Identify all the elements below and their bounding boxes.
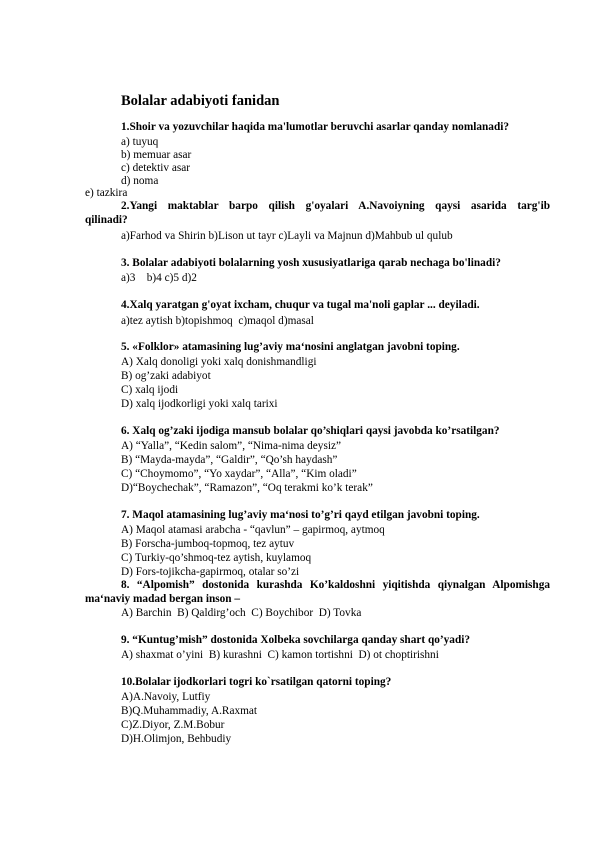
q8-options: A) Barchin B) Qaldirg’och C) Boychibor D) Tovka <box>121 607 362 619</box>
document-title: Bolalar adabiyoti fanidan <box>121 93 280 109</box>
question-3: 3. Bolalar adabiyoti bolalarning yosh xususiyatlariga qarab nechaga bo'linadi? <box>121 257 501 269</box>
q5-option-d: D) xalq ijodkorligi yoki xalq tarixi <box>121 398 278 410</box>
question-2-line-2: qilinadi? <box>85 214 128 226</box>
q6-option-c: C) “Choymomo”, “Yo xaydar”, “Alla”, “Kim oladi” <box>121 468 357 480</box>
question-5: 5. «Folklor» atamasining lug’aviy ma‘nosini anglatgan javobni toping. <box>121 341 460 353</box>
question-10: 10.Bolalar ijodkorlari togri ko`rsatilgan qatorni toping? <box>121 676 392 688</box>
q10-option-c: C)Z.Diyor, Z.M.Bobur <box>121 719 225 731</box>
q5-option-c: C) xalq ijodi <box>121 384 179 396</box>
q6-option-b: B) “Mayda-mayda”, “Galdir”, “Qo’sh haydash” <box>121 454 338 466</box>
q9-options: A) shaxmat o’yini B) kurashni C) kamon tortishni D) ot choptirishni <box>121 649 439 661</box>
question-7: 7. Maqol atamasining lug’aviy ma‘nosi to’g’ri qayd etilgan javobni toping. <box>121 509 480 521</box>
question-2-line-1: 2.Yangi maktablar barpo qilish g'oyalari A.Navoiyning qaysi asarida targ'ib <box>121 200 550 212</box>
q1-option-a: a) tuyuq <box>121 136 159 148</box>
q7-option-d: D) Fors-tojikcha-gapirmoq, otalar so’zi <box>121 566 300 578</box>
q5-option-b: B) og’zaki adabiyot <box>121 370 211 382</box>
q6-option-a: A) “Yalla”, “Kedin salom”, “Nima-nima deysiz” <box>121 440 342 452</box>
question-6: 6. Xalq og’zaki ijodiga mansub bolalar qo’shiqlari qaysi javobda ko’rsatilgan? <box>121 425 500 437</box>
question-8-line-2: ma‘naviy madad bergan inson – <box>85 593 241 605</box>
q2-options: a)Farhod va Shirin b)Lison ut tayr c)Layli va Majnun d)Mahbub ul qulub <box>121 230 453 242</box>
q1-option-c: c) detektiv asar <box>121 162 191 174</box>
question-9: 9. “Kuntug’mish” dostonida Xolbeka sovchilarga qanday shart qo’yadi? <box>121 634 471 646</box>
q10-option-b: B)Q.Muhammadiy, A.Raxmat <box>121 705 258 717</box>
q7-option-a: A) Maqol atamasi arabcha - “qavlun” – gapirmoq, aytmoq <box>121 524 385 536</box>
q7-option-c: C) Turkiy-qo’shmoq-tez aytish, kuylamoq <box>121 552 312 564</box>
q1-option-d: d) noma <box>121 175 159 187</box>
question-4: 4.Xalq yaratgan g'oyat ixcham, chuqur va tugal ma'noli gaplar ... deyiladi. <box>121 299 480 311</box>
question-8-line-1: 8. “Alpomish” dostonida kurashda Ko’kaldoshni yiqitishda qiynalgan Alpomishga <box>121 579 550 591</box>
q5-option-a: A) Xalq donoligi yoki xalq donishmandligi <box>121 356 317 368</box>
q7-option-b: B) Forscha-jumboq-topmoq, tez aytuv <box>121 538 295 550</box>
q6-option-d: D)“Boychechak”, “Ramazon”, “Oq terakmi ko’k terak” <box>121 482 373 494</box>
q4-options: a)tez aytish b)topishmoq c)maqol d)masal <box>121 315 314 327</box>
q1-option-b: b) memuar asar <box>121 149 192 161</box>
question-1: 1.Shoir va yozuvchilar haqida ma'lumotlar beruvchi asarlar qanday nomlanadi? <box>121 121 510 133</box>
q3-options: a)3 b)4 c)5 d)2 <box>121 272 197 284</box>
q10-option-d: D)H.Olimjon, Behbudiy <box>121 733 232 745</box>
q10-option-a: A)A.Navoiy, Lutfiy <box>121 691 211 703</box>
q1-option-e: e) tazkira <box>85 187 128 199</box>
